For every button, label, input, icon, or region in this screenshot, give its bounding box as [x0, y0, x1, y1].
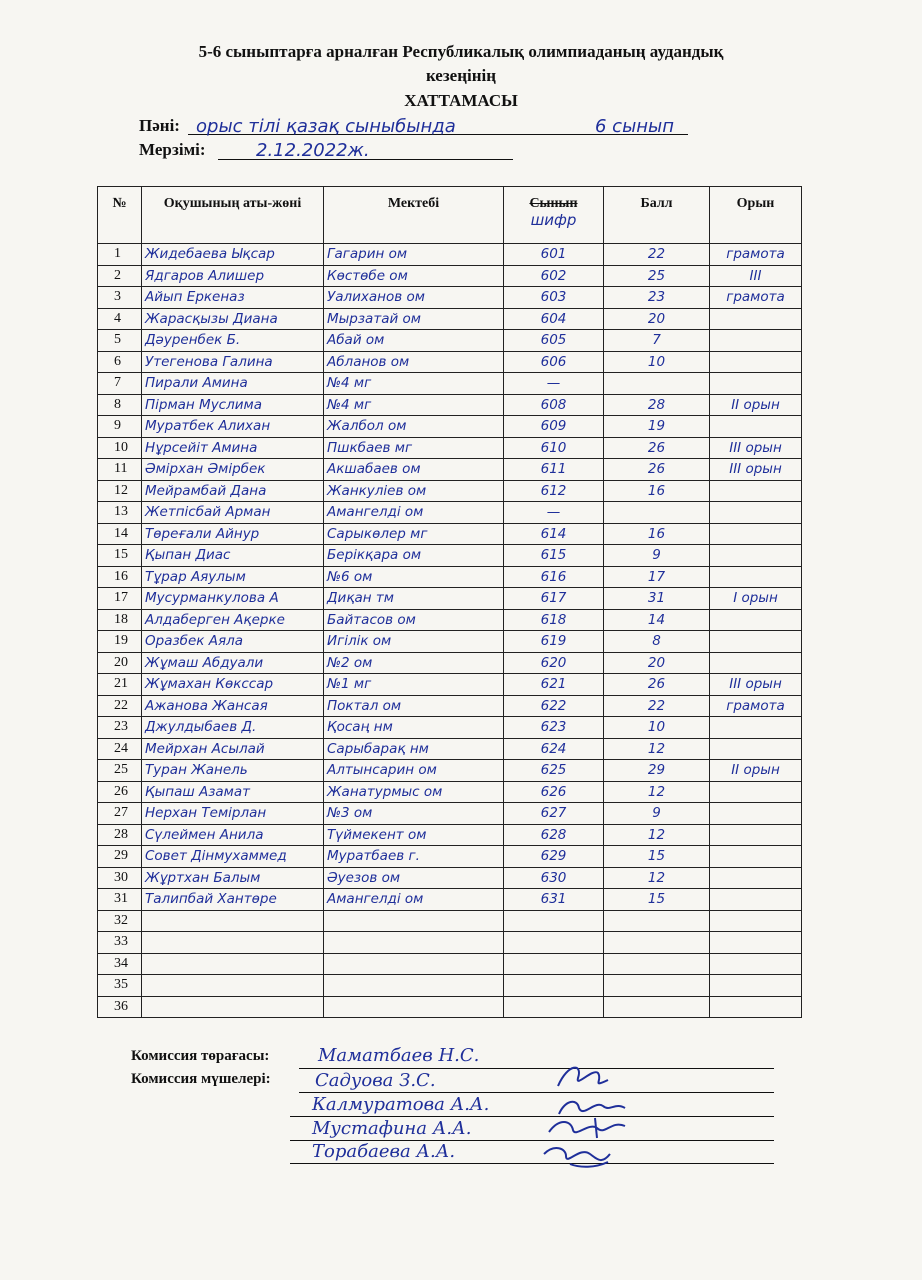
- student-name-cell: Сүлеймен Анила: [142, 824, 324, 846]
- student-name-cell: Әмірхан Әмірбек: [142, 459, 324, 481]
- row-number-cell: 21: [98, 674, 142, 696]
- score-cell: 16: [604, 523, 710, 545]
- place-cell: [710, 910, 802, 932]
- row-number-cell: 10: [98, 437, 142, 459]
- student-name-cell: [142, 953, 324, 975]
- place-cell: грамота: [710, 695, 802, 717]
- place-cell: [710, 824, 802, 846]
- signature-1: [553, 1058, 613, 1094]
- school-cell: [324, 953, 504, 975]
- place-cell: I орын: [710, 588, 802, 610]
- score-cell: [604, 373, 710, 395]
- table-row: [98, 996, 802, 1018]
- row-number-cell: 27: [98, 803, 142, 825]
- school-cell: Байтасов ом: [324, 609, 504, 631]
- student-name-cell: Жұмаш Абдуали: [142, 652, 324, 674]
- place-cell: III орын: [710, 674, 802, 696]
- school-cell: [324, 932, 504, 954]
- table-body: [98, 244, 802, 1018]
- row-number-cell: 8: [98, 394, 142, 416]
- cipher-cell: 608: [504, 394, 604, 416]
- cipher-cell: 605: [504, 330, 604, 352]
- school-cell: №6 ом: [324, 566, 504, 588]
- col-grade: [504, 187, 604, 244]
- cipher-cell: 621: [504, 674, 604, 696]
- school-cell: Уалиханов ом: [324, 287, 504, 309]
- cipher-cell: 616: [504, 566, 604, 588]
- score-cell: 12: [604, 781, 710, 803]
- col-school: Мектебі: [324, 187, 504, 244]
- place-cell: [710, 781, 802, 803]
- score-cell: 9: [604, 545, 710, 567]
- score-cell: 26: [604, 437, 710, 459]
- score-cell: 9: [604, 803, 710, 825]
- table-row: [98, 351, 802, 373]
- place-cell: [710, 566, 802, 588]
- student-name-cell: Төреғали Айнур: [142, 523, 324, 545]
- row-number-cell: 12: [98, 480, 142, 502]
- student-name-cell: Талипбай Хантөре: [142, 889, 324, 911]
- title-line-1: 5-6 сыныптарға арналған Республикалық олимпиаданың аудандық: [198, 42, 724, 61]
- row-number-cell: 5: [98, 330, 142, 352]
- table-row: [98, 480, 802, 502]
- cipher-cell: 612: [504, 480, 604, 502]
- place-cell: грамота: [710, 287, 802, 309]
- cipher-cell: —: [504, 502, 604, 524]
- row-number-cell: 22: [98, 695, 142, 717]
- table-row: [98, 824, 802, 846]
- school-cell: [324, 975, 504, 997]
- school-cell: Игілік ом: [324, 631, 504, 653]
- row-number-cell: 29: [98, 846, 142, 868]
- student-name-cell: Нерхан Темірлан: [142, 803, 324, 825]
- table-header-row: [98, 187, 802, 244]
- student-name-cell: Муратбек Алихан: [142, 416, 324, 438]
- student-name-cell: Оразбек Аяла: [142, 631, 324, 653]
- score-cell: 22: [604, 244, 710, 266]
- table-row: [98, 717, 802, 739]
- row-number-cell: 35: [98, 975, 142, 997]
- table-row: [98, 373, 802, 395]
- score-cell: 12: [604, 867, 710, 889]
- score-cell: 26: [604, 674, 710, 696]
- student-name-cell: Айып Еркеназ: [142, 287, 324, 309]
- col-student-name: Оқушының аты-жөні: [142, 187, 324, 244]
- cipher-cell: 617: [504, 588, 604, 610]
- row-number-cell: 30: [98, 867, 142, 889]
- table-row: [98, 674, 802, 696]
- school-cell: Амангелді ом: [324, 502, 504, 524]
- score-cell: 15: [604, 846, 710, 868]
- student-name-cell: [142, 932, 324, 954]
- score-cell: 8: [604, 631, 710, 653]
- table-row: [98, 459, 802, 481]
- student-name-cell: Жетпісбай Арман: [142, 502, 324, 524]
- student-name-cell: Алдаберген Ақерке: [142, 609, 324, 631]
- student-name-cell: Мейрамбай Дана: [142, 480, 324, 502]
- place-cell: [710, 480, 802, 502]
- place-cell: [710, 889, 802, 911]
- cipher-cell: 615: [504, 545, 604, 567]
- student-name-cell: Қыпаш Азамат: [142, 781, 324, 803]
- cipher-cell: [504, 996, 604, 1018]
- student-name-cell: Совет Дінмухаммед: [142, 846, 324, 868]
- cipher-cell: 631: [504, 889, 604, 911]
- school-cell: [324, 996, 504, 1018]
- score-cell: [604, 502, 710, 524]
- subject-grade: 6 сынып: [595, 116, 675, 137]
- member-1-underline: [299, 1092, 774, 1093]
- student-name-cell: [142, 996, 324, 1018]
- table-row: [98, 265, 802, 287]
- subject-value: орыс тілі қазақ сыныбында: [196, 116, 456, 137]
- cipher-cell: 620: [504, 652, 604, 674]
- date-label: Мерзімі:: [139, 140, 206, 159]
- row-number-cell: 33: [98, 932, 142, 954]
- student-name-cell: Пірман Муслима: [142, 394, 324, 416]
- table-row: [98, 695, 802, 717]
- col-number: №: [98, 187, 142, 244]
- student-name-cell: Нұрсейіт Амина: [142, 437, 324, 459]
- table-row: [98, 609, 802, 631]
- cipher-cell: 626: [504, 781, 604, 803]
- place-cell: [710, 631, 802, 653]
- student-name-cell: [142, 975, 324, 997]
- school-cell: Берікқара ом: [324, 545, 504, 567]
- table-row: [98, 566, 802, 588]
- chair-underline: [299, 1068, 774, 1069]
- student-name-cell: Жұртхан Балым: [142, 867, 324, 889]
- table-row: [98, 631, 802, 653]
- row-number-cell: 20: [98, 652, 142, 674]
- student-name-cell: Туран Жанель: [142, 760, 324, 782]
- row-number-cell: 11: [98, 459, 142, 481]
- place-cell: [710, 932, 802, 954]
- score-cell: 14: [604, 609, 710, 631]
- school-cell: Жанкуліев ом: [324, 480, 504, 502]
- score-cell: 28: [604, 394, 710, 416]
- document-title: ХАТТАМАСЫ: [404, 91, 518, 110]
- school-cell: Әуезов ом: [324, 867, 504, 889]
- table-row: [98, 738, 802, 760]
- table-row: [98, 416, 802, 438]
- score-cell: 15: [604, 889, 710, 911]
- school-cell: Сарыбарақ нм: [324, 738, 504, 760]
- cipher-cell: 604: [504, 308, 604, 330]
- student-name-cell: Мейрхан Асылай: [142, 738, 324, 760]
- row-number-cell: 17: [98, 588, 142, 610]
- score-cell: 25: [604, 265, 710, 287]
- school-cell: Сарыкөлер мг: [324, 523, 504, 545]
- cipher-cell: —: [504, 373, 604, 395]
- cipher-cell: 624: [504, 738, 604, 760]
- cipher-cell: 622: [504, 695, 604, 717]
- row-number-cell: 25: [98, 760, 142, 782]
- member-4-underline: [290, 1163, 774, 1164]
- school-cell: Гагарин ом: [324, 244, 504, 266]
- cipher-cell: 601: [504, 244, 604, 266]
- place-cell: [710, 502, 802, 524]
- school-cell: Түймекент ом: [324, 824, 504, 846]
- score-cell: 22: [604, 695, 710, 717]
- student-name-cell: Мусурманкулова А: [142, 588, 324, 610]
- member-4-name: Торабаева А.А.: [312, 1141, 456, 1162]
- place-cell: [710, 351, 802, 373]
- school-cell: Амангелді ом: [324, 889, 504, 911]
- row-number-cell: 2: [98, 265, 142, 287]
- member-2-name: Калмуратова А.А.: [312, 1094, 490, 1115]
- row-number-cell: 19: [98, 631, 142, 653]
- place-cell: II орын: [710, 394, 802, 416]
- cipher-cell: 611: [504, 459, 604, 481]
- school-cell: Қосаң нм: [324, 717, 504, 739]
- table-row: [98, 287, 802, 309]
- school-cell: Муратбаев г.: [324, 846, 504, 868]
- score-cell: 29: [604, 760, 710, 782]
- score-cell: 16: [604, 480, 710, 502]
- table-row: [98, 867, 802, 889]
- score-cell: 23: [604, 287, 710, 309]
- col-place: Орын: [710, 187, 802, 244]
- cipher-cell: 628: [504, 824, 604, 846]
- place-cell: III орын: [710, 459, 802, 481]
- score-cell: [604, 910, 710, 932]
- cipher-cell: 609: [504, 416, 604, 438]
- school-cell: №4 мг: [324, 373, 504, 395]
- cipher-cell: 627: [504, 803, 604, 825]
- row-number-cell: 34: [98, 953, 142, 975]
- results-table: [97, 186, 802, 1018]
- school-cell: [324, 910, 504, 932]
- row-number-cell: 3: [98, 287, 142, 309]
- table-row: [98, 588, 802, 610]
- score-cell: 7: [604, 330, 710, 352]
- cipher-cell: 630: [504, 867, 604, 889]
- row-number-cell: 24: [98, 738, 142, 760]
- col-score: Балл: [604, 187, 710, 244]
- place-cell: III орын: [710, 437, 802, 459]
- cipher-cell: 606: [504, 351, 604, 373]
- school-cell: Мырзатай ом: [324, 308, 504, 330]
- cipher-cell: 619: [504, 631, 604, 653]
- table-row: [98, 308, 802, 330]
- score-cell: 12: [604, 738, 710, 760]
- score-cell: [604, 953, 710, 975]
- table-row: [98, 523, 802, 545]
- row-number-cell: 23: [98, 717, 142, 739]
- table-row: [98, 953, 802, 975]
- place-cell: [710, 717, 802, 739]
- school-cell: Жалбол ом: [324, 416, 504, 438]
- student-name-cell: Ядгаров Алишер: [142, 265, 324, 287]
- cipher-cell: [504, 953, 604, 975]
- commission-chair-label: Комиссия төрағасы:: [131, 1048, 270, 1064]
- school-cell: №1 мг: [324, 674, 504, 696]
- score-cell: 20: [604, 652, 710, 674]
- cipher-cell: 602: [504, 265, 604, 287]
- student-name-cell: [142, 910, 324, 932]
- row-number-cell: 28: [98, 824, 142, 846]
- school-cell: №4 мг: [324, 394, 504, 416]
- place-cell: II орын: [710, 760, 802, 782]
- place-cell: [710, 803, 802, 825]
- row-number-cell: 16: [98, 566, 142, 588]
- place-cell: [710, 308, 802, 330]
- table-row: [98, 244, 802, 266]
- place-cell: [710, 416, 802, 438]
- score-cell: [604, 932, 710, 954]
- row-number-cell: 14: [98, 523, 142, 545]
- score-cell: 17: [604, 566, 710, 588]
- table-row: [98, 545, 802, 567]
- cipher-cell: [504, 910, 604, 932]
- school-cell: Алтынсарин ом: [324, 760, 504, 782]
- cipher-cell: [504, 975, 604, 997]
- school-cell: Диқан тм: [324, 588, 504, 610]
- member-2-underline: [290, 1116, 774, 1117]
- table-row: [98, 652, 802, 674]
- school-cell: №2 ом: [324, 652, 504, 674]
- school-cell: Көстөбе ом: [324, 265, 504, 287]
- place-cell: [710, 975, 802, 997]
- score-cell: 20: [604, 308, 710, 330]
- school-cell: Акшабаев ом: [324, 459, 504, 481]
- date-value: 2.12.2022ж.: [256, 140, 370, 161]
- col-grade-label: Сынып: [529, 196, 578, 211]
- place-cell: [710, 996, 802, 1018]
- student-name-cell: Пирали Амина: [142, 373, 324, 395]
- score-cell: [604, 975, 710, 997]
- place-cell: [710, 652, 802, 674]
- place-cell: [710, 953, 802, 975]
- member-1-name: Садуова З.С.: [315, 1070, 436, 1091]
- table-row: [98, 910, 802, 932]
- score-cell: 31: [604, 588, 710, 610]
- cipher-cell: 625: [504, 760, 604, 782]
- signature-4: [540, 1140, 615, 1170]
- table-row: [98, 889, 802, 911]
- subject-label: Пәні:: [139, 116, 180, 135]
- table-row: [98, 394, 802, 416]
- student-name-cell: Қыпан Диас: [142, 545, 324, 567]
- table-row: [98, 330, 802, 352]
- cipher-cell: 623: [504, 717, 604, 739]
- score-cell: 19: [604, 416, 710, 438]
- cipher-cell: 603: [504, 287, 604, 309]
- score-cell: 10: [604, 351, 710, 373]
- cipher-cell: 614: [504, 523, 604, 545]
- row-number-cell: 15: [98, 545, 142, 567]
- col-cipher-note: шифр: [530, 211, 577, 229]
- table-row: [98, 932, 802, 954]
- row-number-cell: 6: [98, 351, 142, 373]
- row-number-cell: 31: [98, 889, 142, 911]
- school-cell: Абланов ом: [324, 351, 504, 373]
- cipher-cell: 610: [504, 437, 604, 459]
- signature-3: [545, 1114, 630, 1142]
- cipher-cell: 618: [504, 609, 604, 631]
- school-cell: №3 ом: [324, 803, 504, 825]
- row-number-cell: 36: [98, 996, 142, 1018]
- row-number-cell: 13: [98, 502, 142, 524]
- student-name-cell: Дәуренбек Б.: [142, 330, 324, 352]
- school-cell: Поктал ом: [324, 695, 504, 717]
- place-cell: [710, 523, 802, 545]
- student-name-cell: Утегенова Галина: [142, 351, 324, 373]
- row-number-cell: 7: [98, 373, 142, 395]
- row-number-cell: 9: [98, 416, 142, 438]
- table-row: [98, 437, 802, 459]
- score-cell: 10: [604, 717, 710, 739]
- table-row: [98, 803, 802, 825]
- score-cell: 12: [604, 824, 710, 846]
- place-cell: [710, 846, 802, 868]
- place-cell: грамота: [710, 244, 802, 266]
- school-cell: Жанатурмыс ом: [324, 781, 504, 803]
- score-cell: [604, 996, 710, 1018]
- table-row: [98, 846, 802, 868]
- row-number-cell: 4: [98, 308, 142, 330]
- chair-name: Маматбаев Н.С.: [318, 1045, 480, 1066]
- place-cell: III: [710, 265, 802, 287]
- commission-members-label: Комиссия мүшелері:: [131, 1071, 271, 1087]
- place-cell: [710, 330, 802, 352]
- student-name-cell: Жұмахан Көкссар: [142, 674, 324, 696]
- student-name-cell: Тұрар Аяулым: [142, 566, 324, 588]
- table-row: [98, 975, 802, 997]
- student-name-cell: Жарасқызы Диана: [142, 308, 324, 330]
- place-cell: [710, 738, 802, 760]
- school-cell: Абай ом: [324, 330, 504, 352]
- row-number-cell: 18: [98, 609, 142, 631]
- table-row: [98, 781, 802, 803]
- member-3-name: Мустафина А.А.: [312, 1118, 472, 1139]
- place-cell: [710, 373, 802, 395]
- school-cell: Пшкбаев мг: [324, 437, 504, 459]
- title-line-2: кезеңінің: [425, 66, 497, 85]
- cipher-cell: [504, 932, 604, 954]
- cipher-cell: 629: [504, 846, 604, 868]
- place-cell: [710, 867, 802, 889]
- row-number-cell: 1: [98, 244, 142, 266]
- place-cell: [710, 609, 802, 631]
- row-number-cell: 26: [98, 781, 142, 803]
- place-cell: [710, 545, 802, 567]
- student-name-cell: Джулдыбаев Д.: [142, 717, 324, 739]
- student-name-cell: Жидебаева Ықсар: [142, 244, 324, 266]
- score-cell: 26: [604, 459, 710, 481]
- table-row: [98, 760, 802, 782]
- table-row: [98, 502, 802, 524]
- student-name-cell: Ажанова Жансая: [142, 695, 324, 717]
- row-number-cell: 32: [98, 910, 142, 932]
